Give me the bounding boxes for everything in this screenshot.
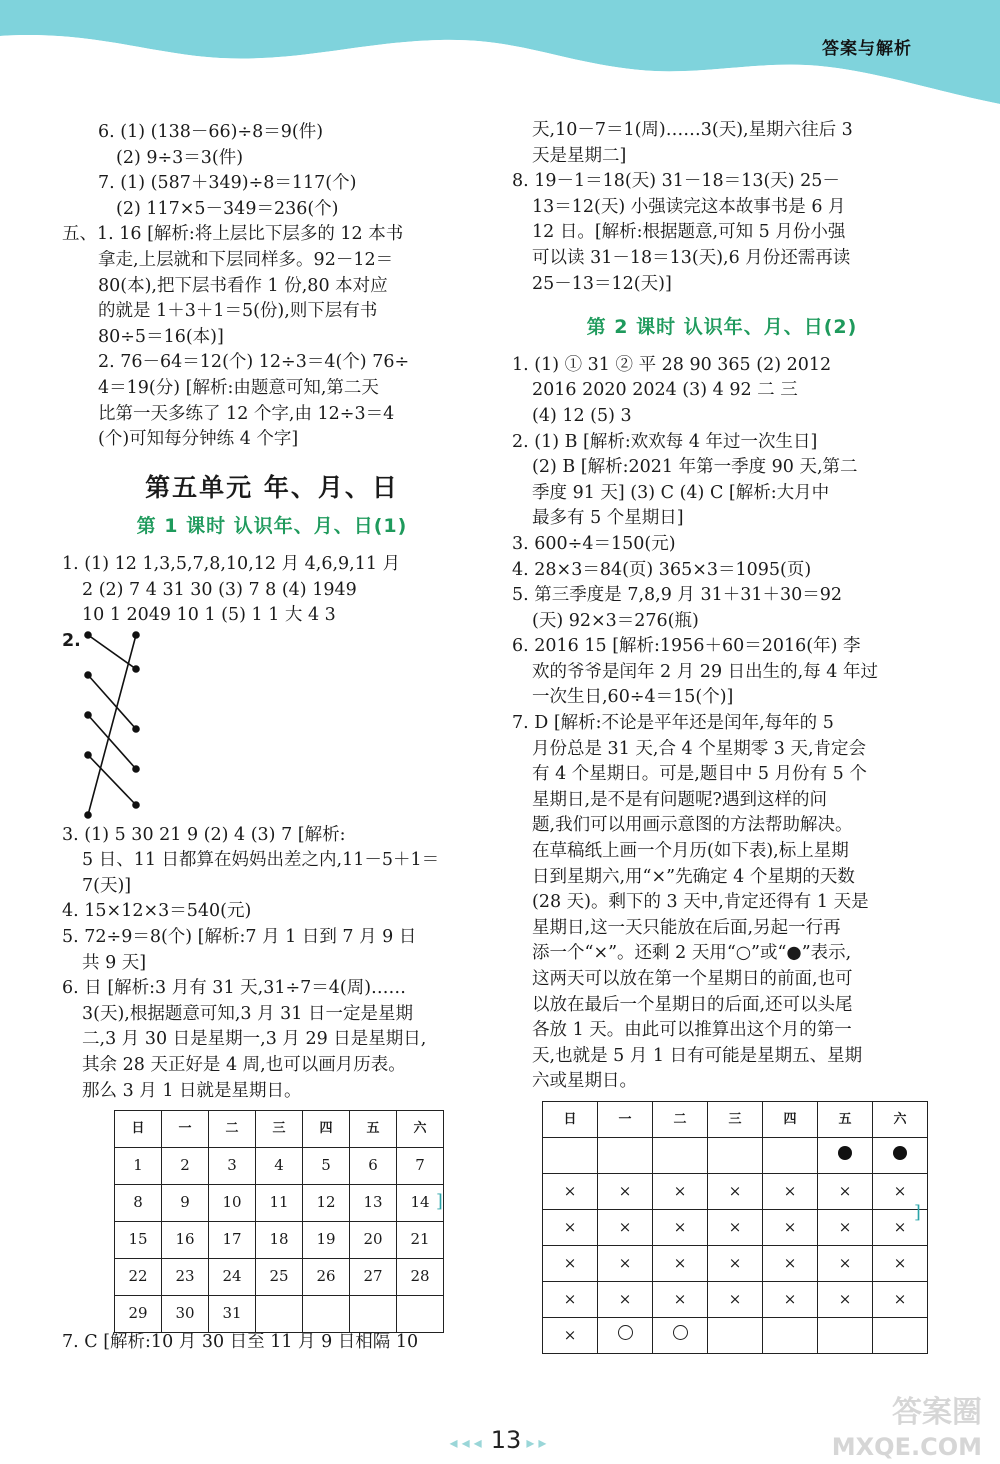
calendar-cell [708, 1317, 763, 1353]
calendar-cell: × [763, 1281, 818, 1317]
matching-lines-diagram [78, 629, 168, 819]
calendar-cell [653, 1137, 708, 1173]
calendar-cell [763, 1317, 818, 1353]
w1-line2: 拿走,上层就和下层同样多。92－12＝ [98, 249, 394, 270]
calendar-cell: × [873, 1281, 928, 1317]
hollow-circle-icon [673, 1325, 688, 1340]
calendar-cell: 31 [209, 1296, 256, 1333]
calendar-cell: 2 [162, 1148, 209, 1185]
calendar-cell: 18 [256, 1222, 303, 1259]
a3-line2: 5 日、11 日都算在妈妈出差之内,11－5＋1＝ [82, 850, 440, 871]
calendar-cell: 14 [397, 1185, 444, 1222]
calendar-cell: × [598, 1173, 653, 1209]
calendar-cell: × [873, 1245, 928, 1281]
a1-line2: 2 (2) 7 4 31 30 (3) 7 8 (4) 1949 [82, 579, 357, 600]
a6-line3: 二,3 月 30 日是星期一,3 月 29 日是星期日, [82, 1029, 427, 1050]
calendar-row [543, 1209, 928, 1245]
q6-line2: (2) 9÷3＝3(件) [116, 147, 244, 168]
calendar-header-cell: 三 [708, 1101, 763, 1137]
calendar-cell [873, 1317, 928, 1353]
a5-line1: 5. 72÷9＝8(个) [解析:7 月 1 日到 7 月 9 日 [62, 927, 417, 948]
header-banner [0, 0, 1000, 120]
calendar-row [115, 1185, 444, 1222]
calendar-cell: 23 [162, 1259, 209, 1296]
calendar-header-cell: 二 [209, 1111, 256, 1148]
a2-block [62, 629, 482, 823]
calendar-cell: × [543, 1245, 598, 1281]
w1-line5: 80÷5＝16(本)] [98, 326, 224, 347]
watermark-line1: 答案圈 [892, 1395, 982, 1430]
a6-line2: 3(天),根据题意可知,3 月 31 日一定是星期 [82, 1003, 414, 1024]
calendar1-wrap [114, 1110, 482, 1322]
calendar-header-row [115, 1111, 444, 1148]
b1-line2: 2016 2020 2024 (3) 4 92 二 三 [532, 380, 798, 401]
b7-line13: 各放 1 天。由此可以推算出这个月的第一 [532, 1020, 852, 1041]
b7-line3: 有 4 个星期日。可是,题目中 5 月份有 5 个 [532, 764, 867, 785]
calendar-header-cell: 六 [397, 1111, 444, 1148]
watermark [832, 1396, 982, 1464]
calendar2-wrap [542, 1101, 932, 1351]
b7-line5: 题,我们可以用画示意图的方法帮助解决。 [532, 815, 853, 836]
calendar1-bracket: ] [436, 1192, 443, 1213]
calendar-row [115, 1148, 444, 1185]
calendar-cell [763, 1137, 818, 1173]
calendar-cell: × [543, 1317, 598, 1353]
calendar2-bracket: ] [914, 1202, 921, 1223]
b1-line1: 1. (1) ① 31 ② 平 28 90 365 (2) 2012 [512, 354, 832, 375]
calendar-row [543, 1281, 928, 1317]
calendar-cell: × [708, 1209, 763, 1245]
calendar-cell: 9 [162, 1185, 209, 1222]
a8-line3: 12 日。[解析:根据题意,可知 5 月份小强 [532, 222, 846, 243]
calendar-cell: 1 [115, 1148, 162, 1185]
calendar-cell [873, 1137, 928, 1173]
calendar-cell: 3 [209, 1148, 256, 1185]
a1-line1: 1. (1) 12 1,3,5,7,8,10,12 月 4,6,9,11 月 [62, 553, 401, 574]
w2-line1: 2. 76－64＝12(个) 12÷3＝4(个) 76÷ [98, 352, 410, 373]
b6-line3: 一次生日,60÷4＝15(个)] [532, 687, 734, 708]
a6-line1: 6. 日 [解析:3 月有 31 天,31÷7＝4(周)…… [62, 978, 407, 999]
calendar-cell: × [598, 1209, 653, 1245]
calendar-header-cell: 日 [543, 1101, 598, 1137]
calendar-cell: 17 [209, 1222, 256, 1259]
b7-line2: 月份总是 31 天,合 4 个星期零 3 天,肯定会 [532, 738, 867, 759]
calendar-cell: 29 [115, 1296, 162, 1333]
b2-line2: (2) B [解析:2021 年第一季度 90 天,第二 [532, 457, 858, 478]
b7-line7: 日到星期六,用“×”先确定 4 个星期的天数 [532, 866, 855, 887]
b7-line14: 天,也就是 5 月 1 日有可能是星期五、星期 [532, 1045, 863, 1066]
calendar-cell: × [653, 1173, 708, 1209]
b2-line1: 2. (1) B [解析:欢欢每 4 年过一次生日] [512, 431, 818, 452]
calendar-cell: 22 [115, 1259, 162, 1296]
calendar-cell: 12 [303, 1185, 350, 1222]
calendar-cell: 4 [256, 1148, 303, 1185]
a8-line4: 可以读 31－18＝13(天),6 月份还需再读 [532, 247, 851, 268]
b7-line15: 六或星期日。 [532, 1071, 637, 1092]
calendar-cell: × [818, 1173, 873, 1209]
b5-line2: (天) 92×3＝276(瓶) [532, 610, 699, 631]
calendar-row [543, 1317, 928, 1353]
calendar-header-cell: 四 [303, 1111, 350, 1148]
a6-line5: 那么 3 月 1 日就是星期日。 [82, 1080, 302, 1101]
calendar-cell: 20 [350, 1222, 397, 1259]
calendar-cell: × [818, 1281, 873, 1317]
b7-line12: 以放在最后一个星期日的后面,还可以头尾 [532, 994, 853, 1015]
calendar-header-cell: 二 [653, 1101, 708, 1137]
b7-line8: (28 天)。剩下的 3 天中,肯定还得有 1 天是 [532, 892, 869, 913]
lesson2-title: 第 2 课时 认识年、月、日(2) [586, 316, 858, 339]
calendar-cell: 10 [209, 1185, 256, 1222]
b3-line: 3. 600÷4＝150(元) [512, 533, 676, 554]
calendar-cell [708, 1137, 763, 1173]
calendar-cell: 8 [115, 1185, 162, 1222]
calendar-cell: × [818, 1209, 873, 1245]
q7-line2: (2) 117×5－349＝236(个) [116, 198, 339, 219]
w2-line2: 4＝19(分) [解析:由题意可知,第二天 [98, 377, 379, 398]
b2-line3: 季度 91 天] (3) C (4) C [解析:大月中 [532, 482, 830, 503]
calendar-cell: 5 [303, 1148, 350, 1185]
filled-dot-icon [838, 1146, 852, 1160]
calendar-cell: × [653, 1245, 708, 1281]
calendar-cell [818, 1137, 873, 1173]
calendar-cell [818, 1317, 873, 1353]
calendar-cell: 26 [303, 1259, 350, 1296]
b6-line1: 6. 2016 15 [解析:1956＋60＝2016(年) 李 [512, 636, 861, 657]
w2-line3: 比第一天多练了 12 个字,由 12÷3＝4 [98, 403, 395, 424]
cont-line1: 天,10－7＝1(周)……3(天),星期六往后 3 [532, 120, 853, 140]
calendar-cell: 11 [256, 1185, 303, 1222]
calendar-cell: × [763, 1209, 818, 1245]
a3-line1: 3. (1) 5 30 21 9 (2) 4 (3) 7 [解析: [62, 824, 346, 845]
a5-line2: 共 9 天] [82, 952, 147, 973]
w1-line1: 五、1. 16 [解析:将上层比下层多的 12 本书 [62, 224, 404, 245]
calendar-cell: 28 [397, 1259, 444, 1296]
b7-line11: 这两天可以放在第一个星期日的前面,也可 [532, 969, 853, 989]
a8-line5: 25－13＝12(天)] [532, 273, 672, 294]
calendar-header-cell: 五 [350, 1111, 397, 1148]
calendar-cell [598, 1317, 653, 1353]
w1-line3: 80(本),把下层书看作 1 份,80 本对应 [98, 275, 388, 296]
a6-line4: 其余 28 天正好是 4 周,也可以画月历表。 [82, 1055, 406, 1076]
calendar-cell: × [543, 1281, 598, 1317]
calendar-row [543, 1245, 928, 1281]
calendar-header-cell: 一 [598, 1101, 653, 1137]
calendar-cell [543, 1137, 598, 1173]
calendar-cell: 16 [162, 1222, 209, 1259]
cont-line2: 天是星期二] [532, 145, 627, 166]
calendar-cell: × [708, 1281, 763, 1317]
a7-line: 7. C [解析:10 月 30 日至 11 月 9 日相隔 10 [62, 1332, 419, 1353]
filled-dot-icon [893, 1146, 907, 1160]
calendar-cell: × [763, 1245, 818, 1281]
calendar-header-cell: 六 [873, 1101, 928, 1137]
calendar-cell: 27 [350, 1259, 397, 1296]
calendar-cell: × [763, 1173, 818, 1209]
calendar-cell: 15 [115, 1222, 162, 1259]
calendar-cell: 13 [350, 1185, 397, 1222]
left-column [62, 118, 482, 1356]
b7-line4: 星期日,是不是有问题呢?遇到这样的问 [532, 789, 827, 810]
calendar-cell: × [598, 1281, 653, 1317]
w2-line4: (个)可知每分钟练 4 个字] [98, 429, 299, 450]
lesson1-title: 第 1 课时 认识年、月、日(1) [136, 515, 408, 538]
calendar-header-cell: 四 [763, 1101, 818, 1137]
q6-line1: 6. (1) (138－66)÷8＝9(件) [98, 122, 324, 142]
a1-line3: 10 1 2049 10 1 (5) 1 1 大 4 3 [82, 605, 336, 626]
calendar-cell: 7 [397, 1148, 444, 1185]
calendar-cell: × [873, 1173, 928, 1209]
b2-line4: 最多有 5 个星期日] [532, 508, 684, 529]
calendar-cell: × [653, 1209, 708, 1245]
calendar-row [543, 1137, 928, 1173]
w1-line4: 的就是 1＋3＋1＝5(份),则下层有书 [98, 301, 378, 322]
b7-line6: 在草稿纸上画一个月历(如下表),标上星期 [532, 841, 849, 862]
watermark-line2: MXQE.COM [831, 1433, 982, 1461]
q7-line1: 7. (1) (587＋349)÷8＝117(个) [98, 173, 357, 194]
footer-right-arrows-icon: ▸▸ [526, 1433, 551, 1452]
b5-line1: 5. 第三季度是 7,8,9 月 31＋31＋30＝92 [512, 585, 843, 606]
right-column [512, 118, 932, 1351]
calendar-cell: × [873, 1209, 928, 1245]
a4-line: 4. 15×12×3＝540(元) [62, 901, 252, 922]
calendar-cell [598, 1137, 653, 1173]
calendar-cell: 6 [350, 1148, 397, 1185]
calendar-cell [256, 1296, 303, 1333]
calendar-table-march [114, 1110, 444, 1333]
a8-line1: 8. 19－1＝18(天) 31－18＝13(天) 25－ [512, 171, 840, 192]
calendar-cell: 24 [209, 1259, 256, 1296]
calendar-cell: × [653, 1281, 708, 1317]
calendar-cell: × [708, 1173, 763, 1209]
b4-line: 4. 28×3＝84(页) 365×3＝1095(页) [512, 559, 812, 580]
calendar-header-row [543, 1101, 928, 1137]
b6-line2: 欢的爷爷是闰年 2 月 29 日出生的,每 4 年过 [532, 661, 878, 682]
calendar-header-cell: 一 [162, 1111, 209, 1148]
calendar-cell: × [708, 1245, 763, 1281]
unit-title: 第五单元 年、月、日 [145, 472, 399, 502]
calendar-row [115, 1259, 444, 1296]
calendar-cell: 21 [397, 1222, 444, 1259]
calendar-row [543, 1173, 928, 1209]
a2-label: 2. [62, 630, 81, 651]
calendar-cell: × [543, 1209, 598, 1245]
calendar-cell [350, 1296, 397, 1333]
calendar-header-cell: 五 [818, 1101, 873, 1137]
calendar-cell [303, 1296, 350, 1333]
b7-line10: 添一个“×”。还剩 2 天用“○”或“●”表示, [532, 943, 852, 964]
hollow-circle-icon [618, 1325, 633, 1340]
calendar-cell: × [543, 1173, 598, 1209]
calendar-cell: × [598, 1245, 653, 1281]
b7-line9: 星期日,这一天只能放在后面,另起一行再 [532, 917, 841, 938]
header-title: 答案与解析 [822, 39, 912, 59]
calendar-header-cell: 日 [115, 1111, 162, 1148]
calendar-cell: × [818, 1245, 873, 1281]
calendar-cell [653, 1317, 708, 1353]
calendar-cell: 19 [303, 1222, 350, 1259]
calendar-cell: 25 [256, 1259, 303, 1296]
calendar-table-may [542, 1101, 928, 1354]
calendar-row [115, 1296, 444, 1333]
calendar-cell: 30 [162, 1296, 209, 1333]
a8-line2: 13＝12(天) 小强读完这本故事书是 6 月 [532, 196, 846, 217]
b1-line3: (4) 12 (5) 3 [532, 405, 632, 426]
calendar-cell [397, 1296, 444, 1333]
calendar-row [115, 1222, 444, 1259]
calendar-header-cell: 三 [256, 1111, 303, 1148]
a3-line3: 7(天)] [82, 875, 132, 896]
footer-left-arrows-icon: ◂◂◂ [449, 1433, 486, 1452]
page-number: 13 [490, 1426, 522, 1454]
b7-line1: 7. D [解析:不论是平年还是闰年,每年的 5 [512, 713, 834, 734]
